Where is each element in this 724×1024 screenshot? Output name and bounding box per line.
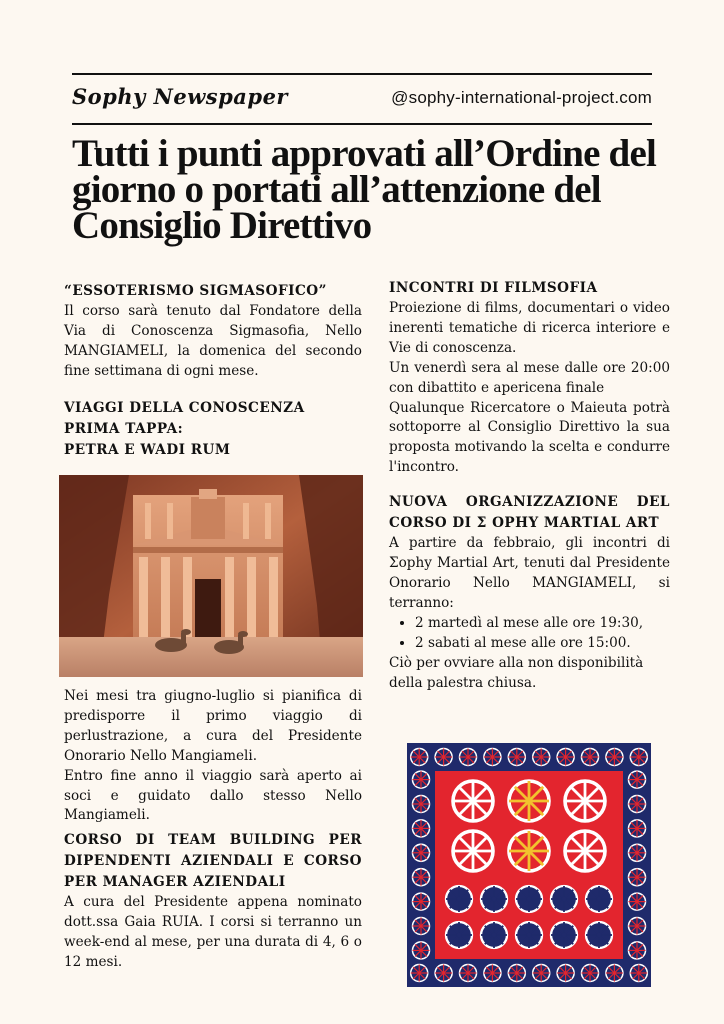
martial-art-body-1: A partire da febbraio, gli incontri di Σophy Martial Art, tenuti dal Presidente Onorario Nello MANGIAMELI, si terranno: [389,535,670,611]
viaggi-title-2: PRIMA TAPPA: [64,420,184,437]
wheel-motif [484,965,501,982]
wheel-motif [565,781,605,821]
brand-logo: Sophy Newspaper [72,84,288,109]
wheel-motif [533,749,550,766]
wheel-motif [557,965,574,982]
team-building-title: CORSO DI TEAM BUILDING PER DIPENDENTI AZIENDALI E CORSO PER MANAGER AZIENDALI [64,832,362,891]
masthead [72,82,652,114]
left-column-top [64,281,362,461]
martial-art-schedule [389,614,670,654]
wheel-motif [509,831,549,871]
top-rule [72,73,652,75]
wheel-motif [582,965,599,982]
wheel-motif [629,869,646,886]
wheel-motif [413,844,430,861]
wheel-motif [413,893,430,910]
wheel-motif [629,796,646,813]
martial-art-title: NUOVA ORGANIZZAZIONE DEL CORSO DI Σ OPHY MARTIAL ART [389,494,670,532]
wheel-motif [411,965,428,982]
wheel-motif [630,965,647,982]
filmsofia-title: INCONTRI DI FILMSOFIA [389,280,598,296]
wheel-motif [435,749,452,766]
right-column [389,278,670,693]
wheel-motif [508,749,525,766]
wheel-motif [515,921,543,949]
filmsofia-body-2: Un venerdì sera al mese dalle ore 20:00 con dibattito e apericena finale [389,359,670,396]
left-column-bottom [64,687,362,973]
viaggi-body-2: Entro fine anno il viaggio sarà aperto ai soci e guidato dallo stesso Nello Mangiameli. [64,767,362,824]
wheel-motif [413,918,430,935]
wheel-motif [629,844,646,861]
wheel-motif [606,749,623,766]
wheel-motif [550,921,578,949]
wheel-motif [629,942,646,959]
wheel-motif [585,921,613,949]
masthead-rule [72,123,652,125]
wheel-motif [445,885,473,913]
wheel-motif [453,831,493,871]
wheel-motif [629,771,646,788]
wheel-motif [413,771,430,788]
wheel-motif [480,885,508,913]
wheel-motif [557,749,574,766]
wheel-motif [411,749,428,766]
viaggi-title-1: VIAGGI DELLA CONOSCENZA [64,399,305,416]
wheel-motif [460,965,477,982]
wheel-motif [515,885,543,913]
wheel-motif [445,921,473,949]
wheel-motif [550,885,578,913]
filmsofia-body-1: Proiezione di films, documentari o video inerenti tematiche di ricerca interiore e Vie di conoscenza. [389,300,670,356]
wheel-motif [533,965,550,982]
essoterismo-body: Il corso sarà tenuto dal Fondatore della Via di Conoscenza Sigmasofia, Nello MANGIAMELI, la domenica del secondo fine settimana di ogni mese. [64,303,362,379]
wheel-motif [629,820,646,837]
wheel-motif [435,965,452,982]
wheel-motif [413,796,430,813]
petra-photo [59,475,363,677]
wheel-motif [460,749,477,766]
wheel-motif [585,885,613,913]
team-building-body: A cura del Presidente appena nominato dott.ssa Gaia RUIA. I corsi si terranno un week-end al mese, per una durata di 4, 6 o 12 mesi. [64,894,362,971]
headline: Tutti i punti approvati all’Ordine del giorno o portati all’attenzione del Consiglio Direttivo [72,132,656,247]
website-label: @sophy-international-project.com [391,88,652,107]
wheel-motif [582,749,599,766]
filmsofia-body-3: Qualunque Ricercatore o Maieuta potrà sottoporre al Consiglio Direttivo la sua proposta motivando la scelta e condurre l'incontro. [389,399,670,476]
viaggi-body-1: Nei mesi tra giugno-luglio si pianifica di predisporre il primo viaggio di perlustrazione, a cura del Presidente Onorario Nello Mangiameli. [64,688,362,764]
wheel-motif [629,893,646,910]
viaggi-title-3: PETRA E WADI RUM [64,441,231,458]
wheel-motif [508,965,525,982]
wheel-motif [413,942,430,959]
wheel-motif [629,918,646,935]
decorative-wheel-pattern [407,743,651,987]
schedule-item: • 2 sabati al mese alle ore 15:00. [415,634,670,654]
wheel-motif [484,749,501,766]
wheel-motif [413,820,430,837]
wheel-motif [565,831,605,871]
essoterismo-title: “ESSOTERISMO SIGMASOFICO” [64,283,327,299]
wheel-motif [606,965,623,982]
martial-art-body-2: Ciò per ovviare alla non disponibilità della palestra chiusa. [389,654,644,691]
wheel-motif [480,921,508,949]
wheel-motif [630,749,647,766]
schedule-item: • 2 martedì al mese alle ore 19:30, [415,614,670,634]
wheel-motif [453,781,493,821]
wheel-motif [413,869,430,886]
wheel-motif [509,781,549,821]
